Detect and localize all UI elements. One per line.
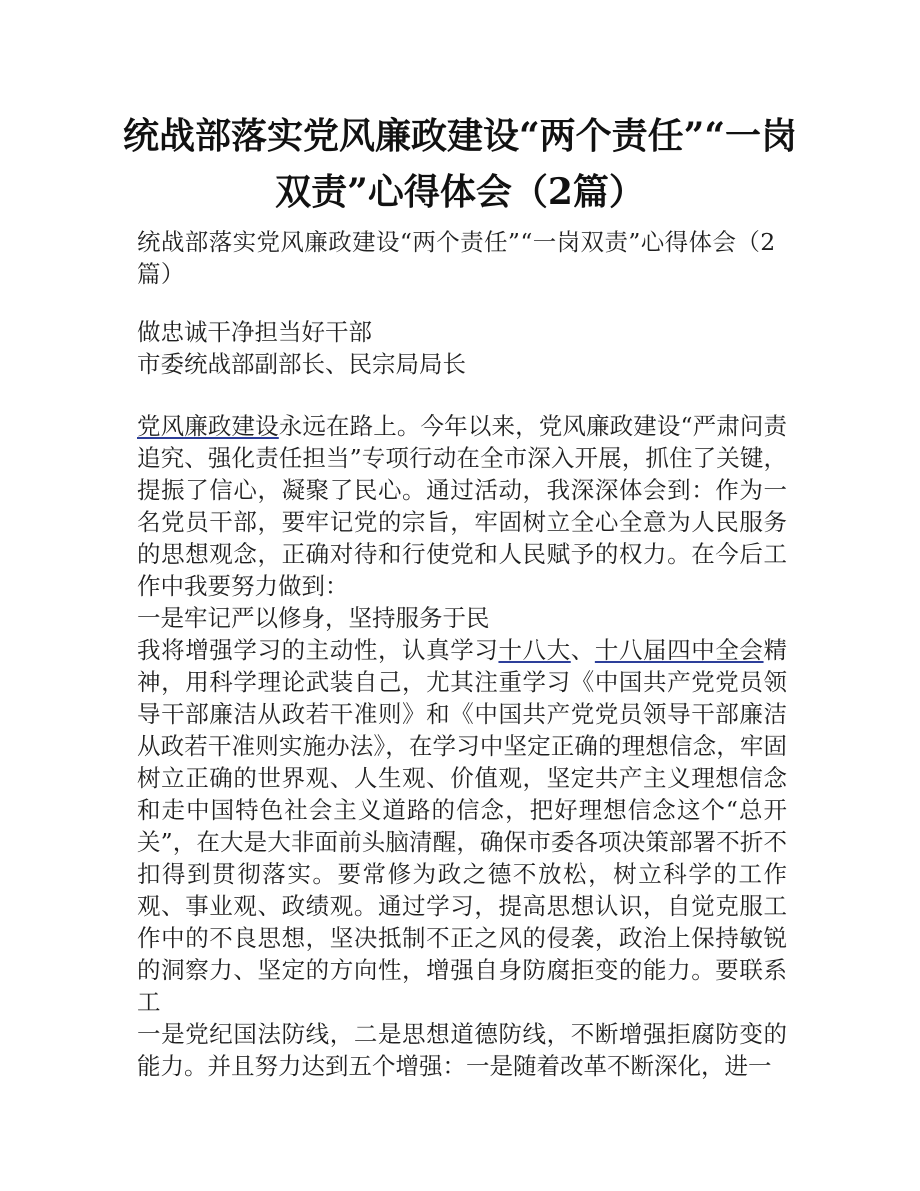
paragraph-defense: 一是党纪国法防线，二是思想道德防线，不断增强拒腐防变的能力。并且努力达到五个增强：一是随着改革不断深化，进一 (137, 1020, 787, 1080)
paragraph-study-text-b: 精神，用科学理论武装自己，尤其注重学习《中国共产党党员领导干部廉洁从政若干准则》和《中国共产党党员领导干部廉洁从政若干准则实施办法》，在学习中坚定正确的理想信念，牢固树立正确的世界观、人生观、价值观，坚定共产主义理想信念和走中国特色社会主义道路的信念，把好理想信念这个“总开关”，在大是大非面前头脑清醒，确保市委各项决策部署不折不扣得到贯彻落实。要常修为政之德不放松，树立科学的工作观、事业观、政绩观。通过学习，提高思想认识，自觉克服工作中的不良思想，坚决抵制不正之风的侵袭，政治上保持敏锐的洞察力、坚定的方向性，增强自身防腐拒变的能力。要联系工 (137, 636, 788, 1016)
document-subtitle: 统战部落实党风廉政建设“两个责任”“一岗双责”心得体会（2篇） (137, 228, 776, 288)
author-line: 市委统战部副部长、民宗局局长 (137, 350, 466, 378)
paragraph-study-sep: 、 (570, 636, 595, 664)
section-heading-1: 一是牢记严以修身，坚持服务于民 (137, 604, 490, 632)
heading-block (137, 316, 787, 380)
link-party-integrity[interactable]: 党风廉政建设 (137, 412, 279, 440)
link-18th-congress[interactable]: 十八大 (498, 636, 571, 664)
paragraph-study (137, 634, 787, 1018)
main-text (137, 410, 787, 1082)
section-heading: 做忠诚干净担当好干部 (137, 318, 372, 346)
document-title: 统战部落实党风廉政建设“两个责任”“一岗双责”心得体会（2篇） (122, 115, 798, 213)
paragraph-study-text-a: 我将增强学习的主动性，认真学习 (137, 636, 499, 664)
paragraph-intro (137, 410, 787, 602)
paragraph-intro-text: 永远在路上。今年以来，党风廉政建设“严肃问责追究、强化责任担当”专项行动在全市深入开展，抓住了关键，提振了信心，凝聚了民心。通过活动，我深深体会到：作为一名党员干部，要牢记党的宗旨，牢固树立全心全意为人民服务的思想观念，正确对待和行使党和人民赋予的权力。在今后工作中我要努力做到： (137, 412, 788, 600)
link-4th-plenum[interactable]: 十八届四中全会 (594, 636, 764, 664)
